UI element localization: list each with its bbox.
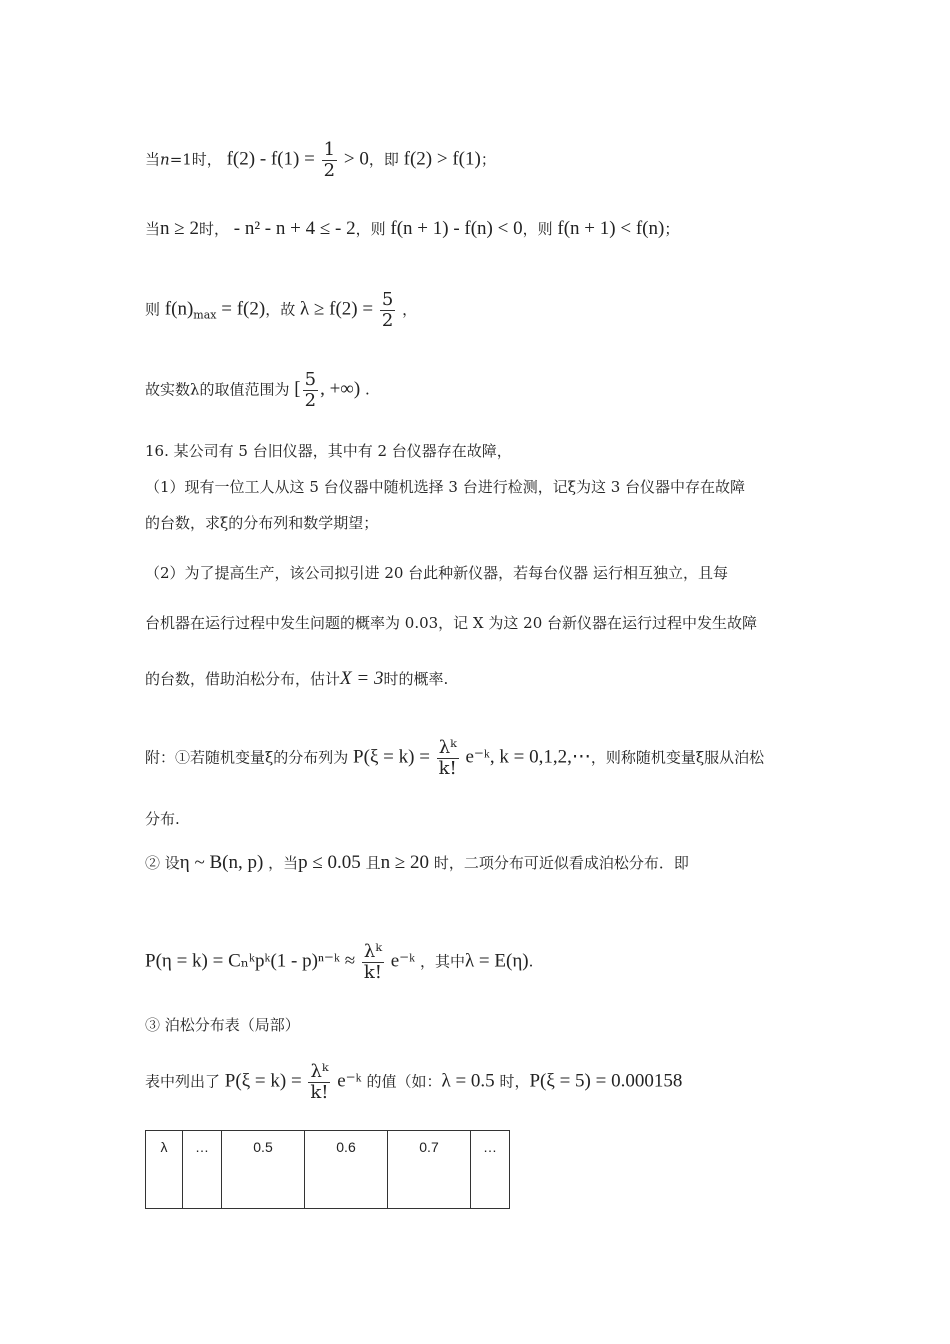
line-n-ge-2: 当n ≥ 2时， - n² - n + 4 ≤ - 2，则 f(n + 1) - f(n) < 0，则 f(n + 1) < f(n)； bbox=[145, 218, 680, 239]
math-expr: f(2) > f(1) bbox=[403, 148, 481, 170]
table-cell: λ bbox=[146, 1131, 183, 1209]
appendix-2: ② 设η ~ B(n, p) ，当p ≤ 0.05 且n ≥ 20 时，二项分布可近似看成泊松分布．即 bbox=[145, 852, 689, 873]
question-part-2-cont: 台机器在运行过程中发生问题的概率为 0.03，记 X 为这 20 台新仪器在运行过程中发生故障 bbox=[145, 614, 758, 632]
table-cell: 0.5 bbox=[222, 1131, 305, 1209]
table-cell: … bbox=[183, 1131, 222, 1209]
question-part-2-end: 的台数，借助泊松分布，估计X = 3时的概率. bbox=[145, 668, 449, 689]
question-part-1-cont: 的台数，求ξ的分布列和数学期望； bbox=[145, 514, 379, 532]
line-range: 故实数λ的取值范围为 [ $\frac{5}{2}$ , +∞) . bbox=[145, 369, 370, 411]
appendix-3: ③ 泊松分布表（局部） bbox=[145, 1016, 300, 1034]
table-cell: 0.6 bbox=[305, 1131, 388, 1209]
table-row bbox=[146, 1131, 510, 1209]
var-n: n bbox=[160, 150, 170, 169]
fraction: $\frac{\text{λᵏ}}{k!}$ bbox=[438, 737, 457, 779]
question-16: 16. 某公司有 5 台旧仪器，其中有 2 台仪器存在故障， bbox=[145, 442, 512, 460]
table-cell: 0.7 bbox=[388, 1131, 471, 1209]
appendix-1: 附：①若随机变量ξ的分布列为 P(ξ = k) = $\frac{\text{λᵏ}}{k!}$ e⁻ᵏ, k = 0,1,2,⋯，则称随机变量ξ服从泊松 bbox=[145, 737, 765, 779]
poisson-approx-equation: P(η = k) = Cₙᵏpᵏ(1 - p)ⁿ⁻ᵏ ≈ $\frac{\text{λᵏ}}{k!}$ e⁻ᵏ ，其中λ = E(η). bbox=[145, 941, 534, 983]
fraction: $\frac{\text{λᵏ}}{k!}$ bbox=[310, 1061, 329, 1103]
question-part-2: （2）为了提高生产，该公司拟引进 20 台此种新仪器，若每台仪器 运行相互独立，且每 bbox=[145, 564, 728, 582]
question-part-1: （1）现有一位工人从这 5 台仪器中随机选择 3 台进行检测，记ξ为这 3 台仪器中存在故障 bbox=[145, 478, 746, 496]
fraction: $\frac{\text{λᵏ}}{k!}$ bbox=[363, 941, 382, 983]
table-cell: … bbox=[471, 1131, 510, 1209]
math-expr: f(2) - f(1) = bbox=[226, 148, 315, 170]
appendix-1-cont: 分布. bbox=[145, 810, 180, 828]
line-max: 则 $f(n)_{max} = f(2)$，故 λ ≥ f(2) = $\frac{5}{2}$ ， bbox=[145, 289, 418, 331]
fraction: $\frac{5}{2}$ bbox=[304, 369, 317, 411]
fraction: $\frac{1}{2}$ bbox=[323, 139, 336, 181]
fraction: $\frac{5}{2}$ bbox=[381, 289, 394, 331]
line-n1: 当n=1时， f(2) - f(1) = $\frac{1}{2}$ > 0，即 f(2) > f(1)； bbox=[145, 139, 496, 181]
poisson-table bbox=[145, 1130, 510, 1209]
table-caption: 表中列出了 P(ξ = k) = $\frac{\text{λᵏ}}{k!}$ e⁻ᵏ 的值（如：λ = 0.5 时，P(ξ = 5) = 0.000158 bbox=[145, 1061, 683, 1103]
